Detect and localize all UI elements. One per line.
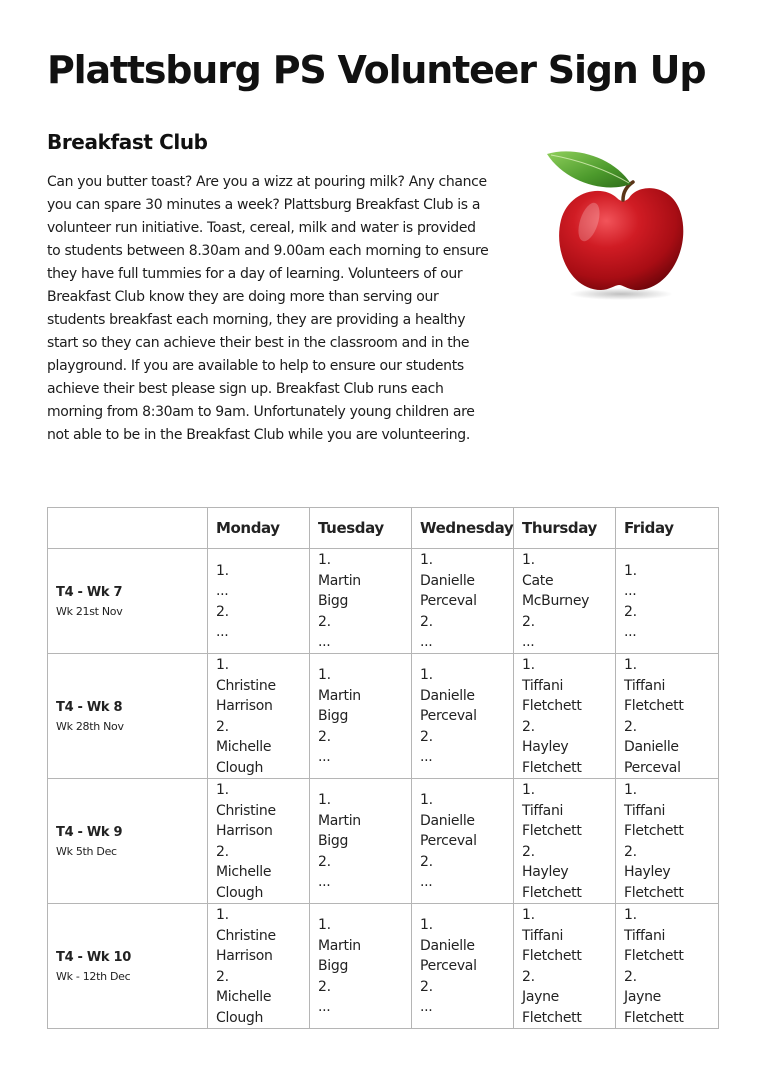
- week-cell: [48, 904, 208, 1029]
- red-apple-icon: [543, 142, 691, 302]
- volunteer-line: 1.: [318, 792, 331, 809]
- volunteer-line: 2.: [624, 968, 637, 985]
- table-row: [48, 654, 719, 779]
- volunteer-cell-tuesday: [310, 654, 412, 779]
- volunteer-line: Martin: [318, 687, 361, 704]
- volunteer-line: ...: [624, 624, 637, 640]
- volunteer-line: 2.: [420, 978, 433, 995]
- volunteer-line: 2.: [420, 853, 433, 870]
- volunteer-line: Clough: [216, 1009, 264, 1026]
- volunteer-line: Martin: [318, 812, 361, 829]
- volunteer-line: Fletchett: [522, 759, 582, 776]
- volunteer-line: Christine: [216, 677, 276, 694]
- volunteer-line: 2.: [318, 978, 331, 995]
- week-cell: [48, 549, 208, 654]
- volunteer-line: Bigg: [318, 593, 349, 610]
- volunteer-line: Hayley: [522, 864, 569, 880]
- volunteer-line: 1.: [522, 657, 535, 673]
- volunteer-line: 1.: [216, 657, 229, 673]
- volunteer-line: 1.: [318, 667, 331, 684]
- day-header-wednesday: Wednesday: [412, 508, 514, 549]
- volunteer-line: Bigg: [318, 708, 349, 725]
- volunteer-line: 1.: [318, 552, 331, 569]
- volunteer-line: 1.: [216, 907, 229, 923]
- volunteer-line: Fletchett: [624, 884, 684, 901]
- volunteer-line: 2.: [318, 853, 331, 870]
- volunteer-line: 2.: [522, 718, 535, 735]
- volunteer-line: Harrison: [216, 823, 273, 839]
- volunteer-line: Clough: [216, 884, 264, 901]
- volunteer-line: 1.: [522, 782, 535, 798]
- volunteer-line: Danielle: [624, 739, 679, 755]
- day-header-friday: Friday: [616, 508, 719, 549]
- volunteer-cell-friday: [616, 549, 719, 654]
- volunteer-cell-monday: [208, 779, 310, 904]
- volunteer-cell-monday: [208, 654, 310, 779]
- volunteer-cell-wednesday: [412, 904, 514, 1029]
- volunteer-line: Michelle: [216, 989, 272, 1005]
- volunteer-line: 1.: [522, 907, 535, 923]
- volunteer-line: 1.: [216, 562, 229, 579]
- volunteer-line: 2.: [624, 603, 637, 620]
- week-cell: [48, 654, 208, 779]
- volunteer-line: 2.: [216, 843, 229, 860]
- volunteer-line: Michelle: [216, 864, 272, 880]
- volunteer-line: Hayley: [624, 864, 671, 880]
- volunteer-line: Jayne: [522, 989, 559, 1005]
- volunteer-line: ...: [318, 749, 331, 766]
- volunteer-line: ...: [216, 583, 229, 599]
- volunteer-cell-thursday: [514, 904, 616, 1029]
- volunteer-schedule-table: [47, 507, 719, 1029]
- volunteer-line: 1.: [420, 552, 433, 569]
- volunteer-line: ...: [624, 583, 637, 599]
- volunteer-line: Bigg: [318, 958, 349, 975]
- volunteer-line: 2.: [318, 728, 331, 745]
- volunteer-line: McBurney: [522, 593, 590, 610]
- corner-cell: [48, 508, 208, 549]
- volunteer-line: ...: [318, 634, 331, 651]
- volunteer-line: Perceval: [420, 593, 477, 610]
- volunteer-cell-monday: [208, 549, 310, 654]
- volunteer-line: 2.: [420, 728, 433, 745]
- week-cell: [48, 779, 208, 904]
- volunteer-line: Danielle: [420, 687, 475, 704]
- volunteer-line: 1.: [624, 782, 637, 798]
- volunteer-line: Tiffani: [522, 802, 564, 819]
- volunteer-line: Tiffani: [624, 802, 666, 819]
- volunteer-line: Danielle: [420, 937, 475, 954]
- volunteer-line: Harrison: [216, 698, 273, 714]
- table-header-row: [48, 508, 719, 549]
- volunteer-line: Fletchett: [522, 884, 582, 901]
- volunteer-cell-friday: [616, 654, 719, 779]
- volunteer-line: Fletchett: [522, 823, 582, 839]
- volunteer-cell-thursday: [514, 654, 616, 779]
- volunteer-cell-tuesday: [310, 904, 412, 1029]
- volunteer-line: Fletchett: [522, 1009, 582, 1026]
- table-row: [48, 549, 719, 654]
- volunteer-line: 1.: [216, 782, 229, 798]
- volunteer-line: Michelle: [216, 739, 272, 755]
- volunteer-cell-tuesday: [310, 779, 412, 904]
- volunteer-line: 1.: [420, 667, 433, 684]
- volunteer-line: 1.: [624, 907, 637, 923]
- volunteer-line: ...: [420, 874, 433, 891]
- volunteer-line: Harrison: [216, 948, 273, 964]
- volunteer-cell-friday: [616, 904, 719, 1029]
- volunteer-line: Christine: [216, 927, 276, 944]
- week-date: Wk 5th Dec: [56, 844, 117, 858]
- day-header-thursday: Thursday: [514, 508, 616, 549]
- intro-paragraph: Can you butter toast? Are you a wizz at pouring milk? Any chance you can spare 30 minutes a week? Plattsburg Breakfast Club is a volunteer run initiative. Toast, cereal, milk and water is provided to students between 8.30am and 9.00am each morning to ensure they have full tummies for a day of learning. Volunteers of our Breakfast Club know they are doing more than serving our students breakfast each morning, they are providing a healthy start so they can achieve their best in the classroom and in the playground. If you are available to help to ensure our students achieve their best please sign up. Breakfast Club runs each morning from 8:30am to 9am. Unfortunately young children are not able to be in the Breakfast Club while you are volunteering.: [47, 174, 489, 443]
- volunteer-line: Cate: [522, 572, 554, 589]
- volunteer-line: Perceval: [420, 708, 477, 725]
- volunteer-line: Fletchett: [522, 698, 582, 714]
- volunteer-line: Fletchett: [522, 948, 582, 964]
- volunteer-cell-wednesday: [412, 654, 514, 779]
- volunteer-cell-wednesday: [412, 549, 514, 654]
- volunteer-cell-friday: [616, 779, 719, 904]
- week-date: Wk 28th Nov: [56, 719, 124, 733]
- volunteer-line: ...: [522, 634, 535, 651]
- volunteer-line: ...: [216, 624, 229, 640]
- volunteer-line: Tiffani: [522, 927, 564, 944]
- volunteer-line: ...: [318, 874, 331, 891]
- volunteer-line: 1.: [624, 562, 637, 579]
- volunteer-line: Bigg: [318, 833, 349, 850]
- week-label: T4 - Wk 9: [56, 824, 123, 840]
- table-row: [48, 904, 719, 1029]
- volunteer-line: ...: [318, 999, 331, 1016]
- volunteer-cell-thursday: [514, 779, 616, 904]
- volunteer-line: Danielle: [420, 812, 475, 829]
- page-title: Plattsburg PS Volunteer Sign Up: [47, 48, 706, 92]
- volunteer-line: 2.: [216, 968, 229, 985]
- day-header-tuesday: Tuesday: [310, 508, 412, 549]
- volunteer-line: 1.: [420, 792, 433, 809]
- volunteer-cell-wednesday: [412, 779, 514, 904]
- week-label: T4 - Wk 10: [56, 949, 131, 965]
- volunteer-line: Martin: [318, 937, 361, 954]
- volunteer-line: 2.: [318, 613, 331, 630]
- volunteer-line: Perceval: [420, 958, 477, 975]
- volunteer-line: 1.: [420, 917, 433, 934]
- volunteer-line: ...: [420, 999, 433, 1016]
- week-label: T4 - Wk 7: [56, 584, 123, 600]
- volunteer-line: Danielle: [420, 572, 475, 589]
- volunteer-line: Fletchett: [624, 698, 684, 714]
- volunteer-line: Clough: [216, 759, 264, 776]
- volunteer-line: Perceval: [624, 759, 681, 776]
- volunteer-line: 1.: [624, 657, 637, 673]
- volunteer-line: 2.: [216, 718, 229, 735]
- volunteer-line: Christine: [216, 802, 276, 819]
- volunteer-line: 1.: [318, 917, 331, 934]
- volunteer-line: 2.: [522, 968, 535, 985]
- volunteer-line: Hayley: [522, 739, 569, 755]
- table-row: [48, 779, 719, 904]
- volunteer-cell-thursday: [514, 549, 616, 654]
- week-label: T4 - Wk 8: [56, 699, 123, 715]
- volunteer-line: 2.: [522, 843, 535, 860]
- section-heading: Breakfast Club: [47, 130, 208, 154]
- volunteer-line: ...: [420, 749, 433, 766]
- week-date: Wk - 12th Dec: [56, 969, 131, 983]
- volunteer-line: Fletchett: [624, 1009, 684, 1026]
- volunteer-line: Jayne: [624, 989, 661, 1005]
- volunteer-line: Tiffani: [522, 677, 564, 694]
- week-date: Wk 21st Nov: [56, 604, 123, 618]
- volunteer-line: 2.: [522, 613, 535, 630]
- volunteer-line: 2.: [420, 613, 433, 630]
- volunteer-line: ...: [420, 634, 433, 651]
- volunteer-line: Tiffani: [624, 927, 666, 944]
- volunteer-cell-tuesday: [310, 549, 412, 654]
- volunteer-line: 2.: [216, 603, 229, 620]
- day-header-monday: Monday: [208, 508, 310, 549]
- volunteer-line: Fletchett: [624, 948, 684, 964]
- volunteer-line: Fletchett: [624, 823, 684, 839]
- volunteer-line: Martin: [318, 572, 361, 589]
- volunteer-line: 2.: [624, 718, 637, 735]
- volunteer-line: Tiffani: [624, 677, 666, 694]
- volunteer-line: 1.: [522, 552, 535, 569]
- volunteer-line: 2.: [624, 843, 637, 860]
- volunteer-line: Perceval: [420, 833, 477, 850]
- volunteer-cell-monday: [208, 904, 310, 1029]
